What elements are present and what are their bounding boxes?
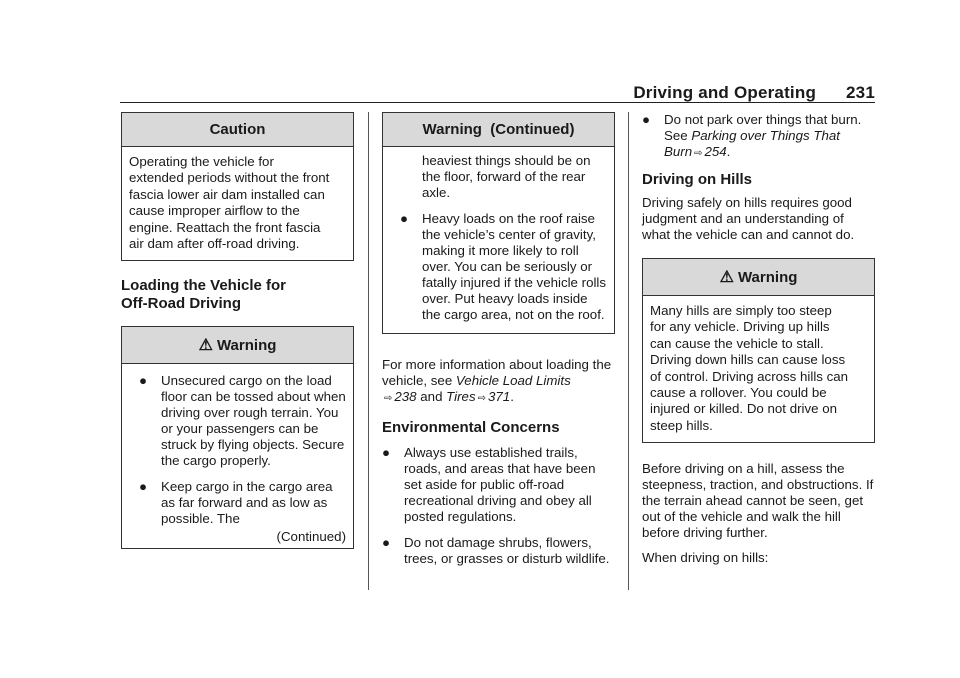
list-item — [382, 445, 615, 525]
warning-line: injured or killed. Do not drive on — [650, 401, 837, 417]
warning-continued-box — [382, 112, 615, 334]
bullet-text: Keep cargo in the cargo area as far forward and as low as possible. The — [161, 479, 333, 527]
warning-title-text: Warning — [216, 337, 277, 355]
warning-line: for any vehicle. Driving up hills — [650, 319, 830, 335]
section-heading: Environmental Concerns — [382, 419, 560, 436]
caution-body — [122, 147, 353, 260]
parking-list — [642, 112, 875, 162]
warning-box — [121, 326, 354, 549]
section-heading: Driving on Hills — [642, 171, 753, 188]
bullet-icon: ● — [382, 535, 391, 550]
more-info-text: For more information about loading the vehicle, see — [382, 357, 612, 388]
section-heading — [121, 277, 354, 313]
continued-label: (Continued) — [276, 529, 346, 545]
hills-intro: Driving safely on hills requires good judgment and an understanding of what the vehicle can and cannot do. — [642, 195, 855, 242]
heading-line: Off-Road Driving — [121, 295, 241, 313]
warning-continued-body — [383, 147, 614, 333]
when-paragraph: When driving on hills: — [642, 550, 769, 566]
caution-line: engine. Reattach the front fascia — [129, 219, 321, 235]
warning-icon: ⚠ — [719, 269, 734, 286]
warning-line: Driving down hills can cause loss — [650, 352, 846, 368]
heading-line: Loading the Vehicle for — [121, 277, 287, 295]
warning-icon: ⚠ — [198, 337, 213, 355]
warning-body — [643, 296, 874, 442]
more-info-paragraph: For more information about loading the vehicle, see Vehicle Load Limits ⇨ 238 and Tires ⇨ 371. — [382, 357, 612, 404]
bullet-text: Always use established trails, roads, and areas that have been set aside for public off-road recreational driving and obey all posted regulations. — [404, 445, 596, 524]
warning-bullet — [390, 211, 607, 323]
environment-list — [382, 445, 615, 567]
and-text: and — [420, 389, 443, 404]
bullet-text: Do not park over things that burn. See — [664, 112, 862, 143]
warning-box — [642, 258, 875, 443]
warning-bullet — [129, 373, 346, 469]
warning-body — [122, 364, 353, 548]
caution-box — [121, 112, 354, 261]
bullet-icon: ● — [382, 445, 391, 460]
page-arrow-icon: ⇨ — [694, 148, 703, 159]
warning-continued-title: Warning (Continued) — [383, 113, 614, 147]
column-3 — [642, 112, 875, 566]
warning-line: steep hills. — [650, 417, 713, 433]
bullet-icon: ● — [642, 112, 651, 127]
warning-title-text: Warning — [737, 269, 798, 286]
page-reference[interactable]: 254 — [704, 144, 727, 159]
bullet-text: Do not damage shrubs, flowers, trees, or grasses or disturb wildlife. — [404, 535, 610, 566]
warning-title — [122, 327, 353, 364]
list-item — [382, 535, 615, 567]
warning-bullet — [129, 479, 346, 527]
caution-line: air dam after off-road driving. — [129, 236, 300, 252]
caution-title: Caution — [122, 113, 353, 147]
bullet-icon: ● — [139, 373, 148, 389]
column-divider — [368, 112, 369, 590]
header-rule — [120, 102, 875, 103]
bullet-icon: ● — [139, 479, 148, 495]
bullet-text: Heavy loads on the roof raise the vehicle’s center of gravity, making it more likely to roll over. You can be seriously or fatally injured if the vehicle rolls over. Put heavy loads inside the cargo area, not on the roof. — [422, 211, 607, 322]
cross-reference[interactable]: Vehicle Load Limits — [455, 373, 571, 388]
page-reference[interactable]: 238 — [394, 389, 417, 404]
page-arrow-icon: ⇨ — [384, 393, 393, 404]
caution-line: cause improper airflow to the — [129, 203, 300, 219]
cross-reference[interactable]: Tires — [446, 389, 476, 404]
continued-text: heaviest things should be on the floor, forward of the rear axle. — [422, 153, 591, 200]
warning-line: Many hills are simply too steep — [650, 303, 832, 318]
warning-line: can cause the vehicle to stall. — [650, 335, 824, 351]
bullet-icon: ● — [400, 211, 409, 226]
caution-line: extended periods without the front — [129, 170, 330, 186]
page-header — [120, 83, 875, 103]
list-item: ● Do not park over things that burn. See Parking over Things That Burn ⇨ 254. — [642, 112, 862, 159]
page-arrow-icon: ⇨ — [477, 393, 486, 404]
caution-line: fascia lower air dam installed can — [129, 186, 325, 202]
warning-line: cause a rollover. You could be — [650, 385, 827, 401]
warning-title — [643, 259, 874, 296]
section-title: Driving and Operating — [633, 83, 817, 102]
page-reference[interactable]: 371 — [488, 389, 511, 404]
assess-paragraph: Before driving on a hill, assess the steepness, traction, and obstructions. If the terrain ahead cannot be seen, get out of the vehicle and walk the hill before driving further. — [642, 461, 874, 541]
caution-line: Operating the vehicle for — [129, 154, 274, 169]
warning-line: of control. Driving across hills can — [650, 368, 849, 384]
page-number: 231 — [846, 83, 875, 102]
cross-reference[interactable]: Parking over Things That Burn — [664, 128, 840, 159]
column-divider — [628, 112, 629, 590]
column-1 — [121, 112, 354, 549]
bullet-text: Unsecured cargo on the load floor can be tossed about when driving over rough terrain. You or your passengers can be struck by flying objects. Secure the cargo properly. — [161, 373, 346, 469]
column-2 — [382, 112, 615, 567]
